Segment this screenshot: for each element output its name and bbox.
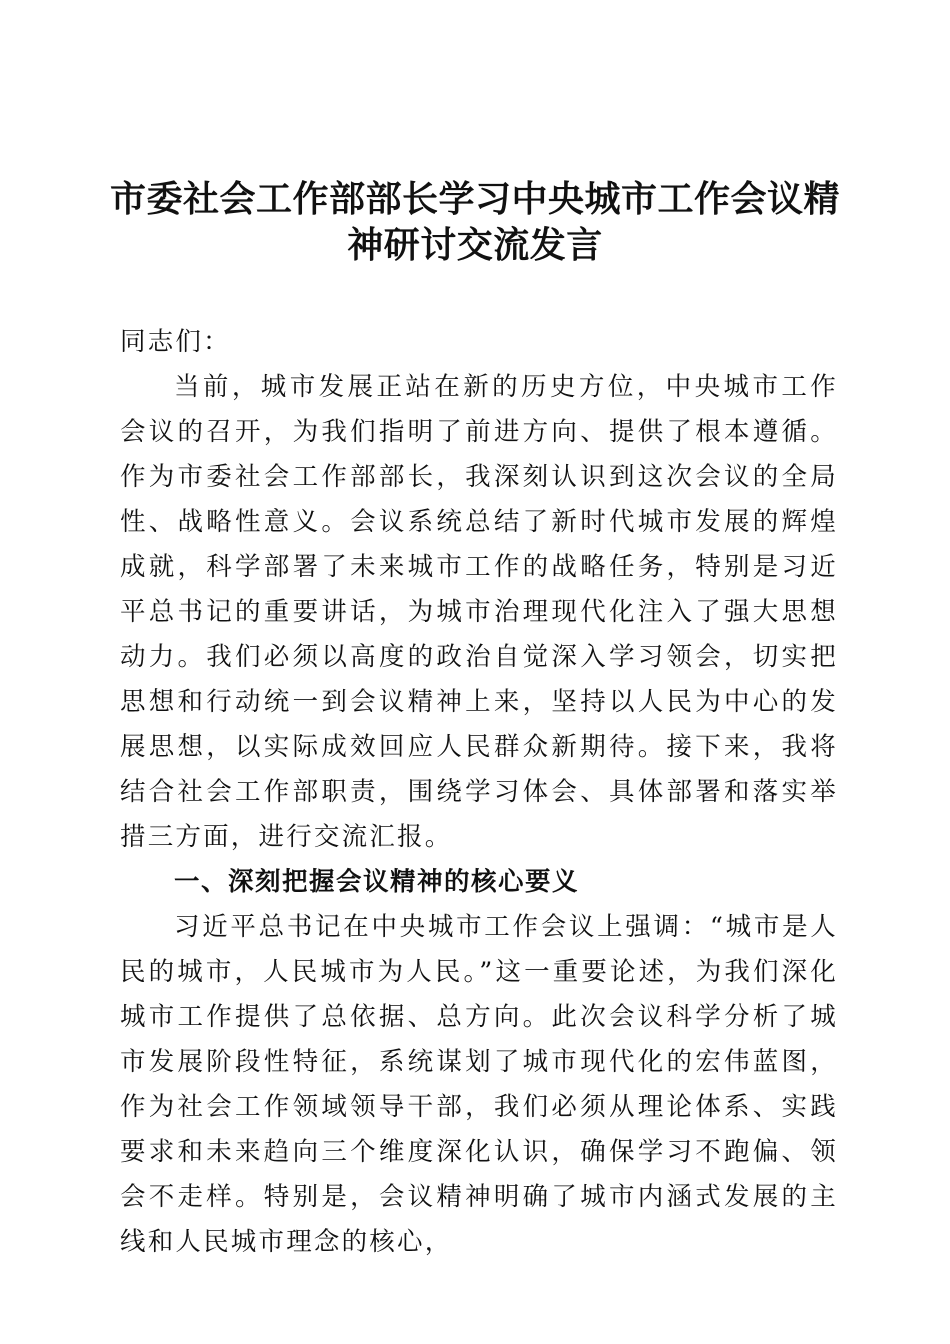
intro-paragraph: 当前，城市发展正站在新的历史方位，中央城市工作会议的召开，为我们指明了前进方向、提供了根本遵循。作为市委社会工作部部长，我深刻认识到这次会议的全局性、战略性意义。会议系统总结了新时代城市发展的辉煌成就，科学部署了未来城市工作的战略任务，特别是习近平总书记的重要讲话，为城市治理现代化注入了强大思想动力。我们必须以高度的政治自觉深入学习领会，切实把思想和行动统一到会议精神上来，坚持以人民为中心的发展思想，以实际成效回应人民群众新期待。接下来，我将结合社会工作部职责，围绕学习体会、具体部署和落实举措三方面，进行交流汇报。 — [120, 372, 838, 852]
section-heading: 一、深刻把握会议精神的核心要义 — [174, 867, 580, 897]
salutation: 同志们： — [120, 327, 231, 357]
document-title: 市委社会工作部部长学习中央城市工作会议精神研讨交流发言 — [109, 178, 840, 266]
document-body — [120, 320, 838, 1265]
section-paragraph: 习近平总书记在中央城市工作会议上强调：“城市是人民的城市，人民城市为人民。”这一重要论述，为我们深化城市工作提供了总依据、总方向。此次会议科学分析了城市发展阶段性特征，系统谋划了城市现代化的宏伟蓝图，作为社会工作领域领导干部，我们必须从理论体系、实践要求和未来趋向三个维度深化认识，确保学习不跑偏、领会不走样。特别是，会议精神明确了城市内涵式发展的主线和人民城市理念的核心， — [120, 912, 838, 1257]
